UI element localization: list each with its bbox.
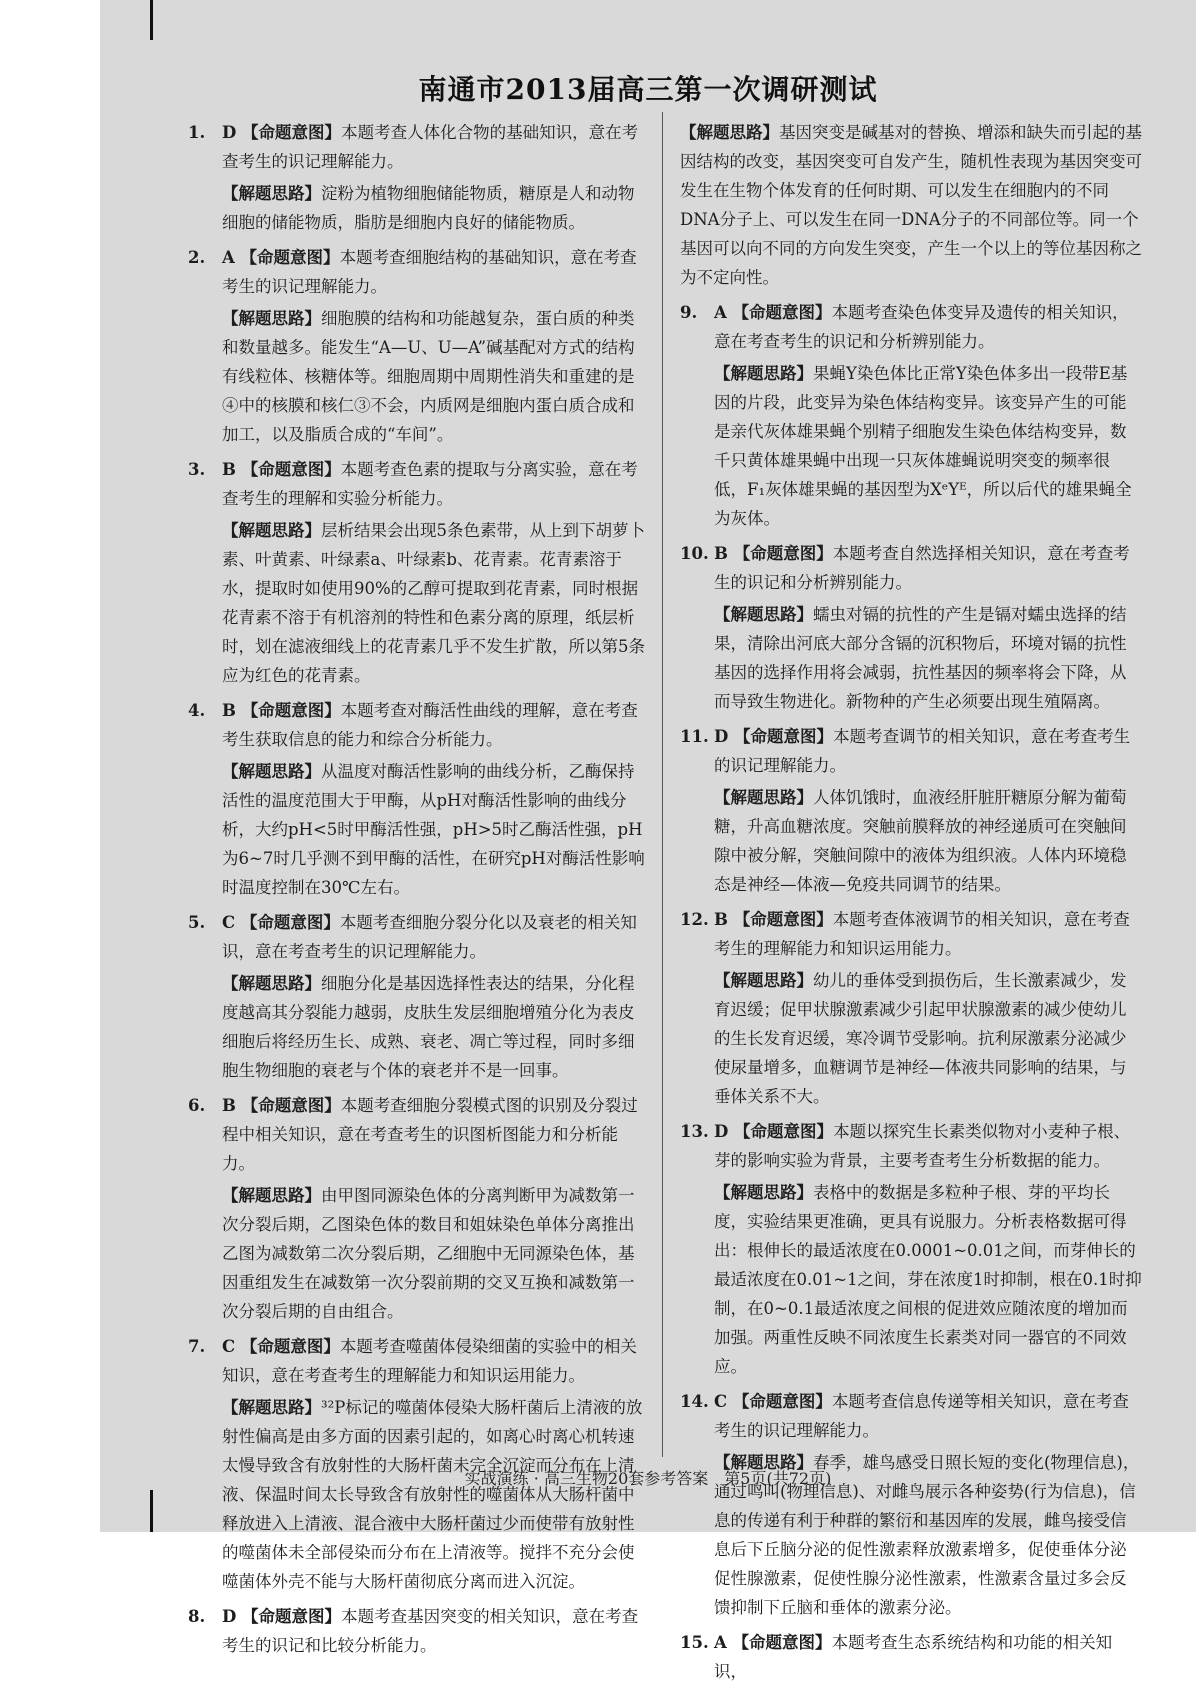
corner-mark xyxy=(150,0,153,40)
question-number: 11. xyxy=(680,727,709,746)
question-header xyxy=(680,905,1142,963)
approach-tag: 【解题思路】 xyxy=(714,364,813,383)
question-header xyxy=(680,1628,1142,1686)
answer-letter: D xyxy=(222,123,237,142)
question-number: 7. xyxy=(188,1337,206,1356)
intent-tag: 【命题意图】 xyxy=(727,544,833,563)
solution-paragraph xyxy=(680,783,1142,899)
answer-letter: C xyxy=(222,913,236,932)
solution-paragraph xyxy=(680,966,1142,1111)
answer-letter: C xyxy=(714,1392,728,1411)
question-header xyxy=(188,1602,650,1660)
intent-text: 本题考查信息传递等相关知识，意在考查考生的识记理解能力。 xyxy=(714,1392,1129,1440)
question-number: 12. xyxy=(680,910,709,929)
solution-paragraph xyxy=(188,1181,650,1326)
question-header xyxy=(188,908,650,966)
answer-letter: A xyxy=(714,1633,727,1652)
question-number: 3. xyxy=(188,460,206,479)
answer-letter: A xyxy=(714,303,727,322)
approach-tag: 【解题思路】 xyxy=(222,1186,321,1205)
intent-text: 本题考查细胞分裂模式图的识别及分裂过程中相关知识，意在考查考生的识图析图能力和分析能力。 xyxy=(222,1096,638,1173)
approach-text: 由甲图同源染色体的分离判断甲为减数第一次分裂后期，乙图染色体的数目和姐妹染色单体分离推出乙图为减数第二次分裂后期，乙细胞中无同源染色体，基因重组发生在减数第一次分裂前期的交叉互换和减数第一次分裂后期的自由组合。 xyxy=(222,1186,635,1321)
intent-tag: 【命题意图】 xyxy=(234,248,340,267)
question-number: 2. xyxy=(188,248,206,267)
question-number: 14. xyxy=(680,1392,709,1411)
corner-mark xyxy=(150,1490,153,1532)
answer-letter: D xyxy=(222,1607,237,1626)
right-column xyxy=(680,118,1142,1689)
intent-text: 本题考查染色体变异及遗传的相关知识，意在考查考生的识记和分析辨别能力。 xyxy=(714,303,1129,351)
question-header xyxy=(680,539,1142,597)
page-footer: 实战演练 · 高三生物20套参考答案 第5页(共72页) xyxy=(464,1469,832,1488)
intent-tag: 【命题意图】 xyxy=(728,727,834,746)
intent-tag: 【命题意图】 xyxy=(235,701,341,720)
approach-text: 蠕虫对镉的抗性的产生是镉对蠕虫选择的结果，清除出河底大部分含镉的沉积物后，环境对镉的抗性基因的选择作用将会减弱，抗性基因的频率将会下降，从而导致生物进化。新物种的产生必须要出现生殖隔离。 xyxy=(714,605,1127,711)
answer-letter: B xyxy=(714,544,728,563)
intent-tag: 【命题意图】 xyxy=(235,1337,340,1356)
intent-text: 本题考查对酶活性曲线的理解，意在考查考生获取信息的能力和综合分析能力。 xyxy=(222,701,638,749)
question-number: 6. xyxy=(188,1096,206,1115)
answer-letter: B xyxy=(222,1096,236,1115)
approach-text: 层析结果会出现5条色素带，从上到下胡萝卜素、叶黄素、叶绿素a、叶绿素b、花青素。花青素溶于水，提取时如使用90%的乙醇可提取到花青素，同时根据花青素不溶于有机溶剂的特性和色素分离的原理，纸层析时，划在滤液细线上的花青素几乎不发生扩散，所以第5条应为红色的花青素。 xyxy=(222,521,645,685)
intent-tag: 【命题意图】 xyxy=(726,303,832,322)
intent-text: 本题考查调节的相关知识，意在考查考生的识记理解能力。 xyxy=(714,727,1131,775)
approach-tag: 【解题思路】 xyxy=(222,521,321,540)
solution-paragraph xyxy=(188,516,650,690)
intent-tag: 【命题意图】 xyxy=(235,913,340,932)
intent-tag: 【命题意图】 xyxy=(727,910,833,929)
approach-tag: 【解题思路】 xyxy=(222,309,321,328)
solution-paragraph xyxy=(188,757,650,902)
approach-text: 细胞分化是基因选择性表达的结果，分化程度越高其分裂能力越弱，皮肤生发层细胞增殖分化为表皮细胞后将经历生长、成熟、衰老、凋亡等过程，同时多细胞生物细胞的衰老与个体的衰老并不是一回事。 xyxy=(222,974,635,1080)
question-number: 4. xyxy=(188,701,206,720)
question-header xyxy=(188,118,650,176)
question-header xyxy=(680,1387,1142,1445)
answer-letter: B xyxy=(714,910,728,929)
solution-paragraph xyxy=(680,600,1142,716)
question-number: 5. xyxy=(188,913,206,932)
approach-tag: 【解题思路】 xyxy=(714,605,813,624)
answer-letter: C xyxy=(222,1337,236,1356)
intent-text: 本题考查色素的提取与分离实验，意在考查考生的理解和实验分析能力。 xyxy=(222,460,638,508)
approach-tag: 【解题思路】 xyxy=(680,123,779,142)
solution-paragraph xyxy=(188,179,650,237)
question-header xyxy=(188,1332,650,1390)
approach-text: 果蝇Y染色体比正常Y染色体多出一段带E基因的片段，此变异为染色体结构变异。该变异产生的可能是亲代灰体雄果蝇个别精子细胞发生染色体结构变异，数千只黄体雄果蝇中出现一只灰体雄蝇说明突变的频率很低，F₁灰体雄果蝇的基因型为XᵉYᴱ，所以后代的雄果蝇全为灰体。 xyxy=(714,364,1132,528)
question-number: 9. xyxy=(680,303,698,322)
answer-letter: D xyxy=(714,727,729,746)
approach-tag: 【解题思路】 xyxy=(222,974,321,993)
approach-text: 人体饥饿时，血液经肝脏肝糖原分解为葡萄糖，升高血糖浓度。突触前膜释放的神经递质可在突触间隙中被分解，突触间隙中的液体为组织液。人体内环境稳态是神经—体液—免疫共同调节的结果。 xyxy=(714,788,1127,894)
solution-paragraph xyxy=(680,1178,1142,1381)
intent-text: 本题以探究生长素类似物对小麦种子根、芽的影响实验为背景，主要考查考生分析数据的能力。 xyxy=(714,1122,1131,1170)
column-divider xyxy=(662,112,663,1457)
intent-text: 本题考查基因突变的相关知识，意在考查考生的识记和比较分析能力。 xyxy=(222,1607,639,1655)
intent-text: 本题考查体液调节的相关知识，意在考查考生的理解能力和知识运用能力。 xyxy=(714,910,1130,958)
intent-tag: 【命题意图】 xyxy=(726,1633,832,1652)
intent-tag: 【命题意图】 xyxy=(235,1096,341,1115)
question-header xyxy=(188,455,650,513)
question-number: 15. xyxy=(680,1633,709,1652)
approach-text: 幼儿的垂体受到损伤后，生长激素减少，发育迟缓；促甲状腺激素减少引起甲状腺激素的减少使幼儿的生长发育迟缓，寒冷调节受影响。抗利尿激素分泌减少使尿量增多，血糖调节是神经—体液共同影响的结果，与垂体关系不大。 xyxy=(714,971,1127,1106)
intent-text: 本题考查噬菌体侵染细菌的实验中的相关知识，意在考查考生的理解能力和知识运用能力。 xyxy=(222,1337,637,1385)
approach-tag: 【解题思路】 xyxy=(714,1183,813,1202)
solution-paragraph xyxy=(188,969,650,1085)
answer-letter: B xyxy=(222,460,236,479)
answer-letter: A xyxy=(222,248,235,267)
approach-tag: 【解题思路】 xyxy=(222,184,321,203)
approach-tag: 【解题思路】 xyxy=(714,1453,813,1472)
question-header xyxy=(188,243,650,301)
solution-paragraph xyxy=(188,304,650,449)
solution-paragraph xyxy=(680,359,1142,533)
intent-tag: 【命题意图】 xyxy=(727,1392,832,1411)
solution-paragraph xyxy=(680,118,1142,292)
answer-letter: D xyxy=(714,1122,729,1141)
question-header xyxy=(188,696,650,754)
question-header xyxy=(680,298,1142,356)
solution-paragraph xyxy=(188,1393,650,1596)
left-column xyxy=(188,118,650,1663)
approach-text: 基因突变是碱基对的替换、增添和缺失而引起的基因结构的改变，基因突变可自发产生，随机性表现为基因突变可发生在生物个体发育的任何时期、可以发生在细胞内的不同DNA分子上、可以发生在同一DNA分子的不同部位等。同一个基因可以向不同的方向发生突变，产生一个以上的等位基因称之为不定向性。 xyxy=(680,123,1142,287)
intent-text: 本题考查生态系统结构和功能的相关知识， xyxy=(714,1633,1113,1681)
question-header xyxy=(188,1091,650,1178)
intent-text: 本题考查细胞分裂分化以及衰老的相关知识，意在考查考生的识记理解能力。 xyxy=(222,913,637,961)
intent-text: 本题考查人体化合物的基础知识，意在考查考生的识记理解能力。 xyxy=(222,123,639,171)
intent-tag: 【命题意图】 xyxy=(236,1607,342,1626)
page-title: 南通市2013届高三第一次调研测试 xyxy=(418,73,878,106)
question-number: 1. xyxy=(188,123,206,142)
approach-text: 从温度对酶活性影响的曲线分析，乙酶保持活性的温度范围大于甲酶，从pH对酶活性影响的曲线分析，大约pH<5时甲酶活性强，pH>5时乙酶活性强，pH为6~7时几乎测不到甲酶的活性，在研究pH对酶活性影响时温度控制在30℃左右。 xyxy=(222,762,645,897)
intent-text: 本题考查自然选择相关知识，意在考查考生的识记和分析辨别能力。 xyxy=(714,544,1130,592)
question-number: 13. xyxy=(680,1122,709,1141)
intent-tag: 【命题意图】 xyxy=(235,460,341,479)
approach-tag: 【解题思路】 xyxy=(222,1398,321,1417)
intent-text: 本题考查细胞结构的基础知识，意在考查考生的识记理解能力。 xyxy=(222,248,637,296)
question-number: 8. xyxy=(188,1607,206,1626)
question-number: 10. xyxy=(680,544,709,563)
intent-tag: 【命题意图】 xyxy=(236,123,342,142)
approach-text: 表格中的数据是多粒种子根、芽的平均长度，实验结果更准确，更具有说服力。分析表格数据可得出：根伸长的最适浓度在0.0001~0.01之间，而芽伸长的最适浓度在0.01~1之间，芽在浓度1时抑制，根在0.1时抑制，在0~0.1最适浓度之间根的促进效应随浓度的增加而加强。两重性反映不同浓度生长素类对同一器官的不同效应。 xyxy=(714,1183,1142,1376)
approach-text: 细胞膜的结构和功能越复杂，蛋白质的种类和数量越多。能发生“A—U、U—A”碱基配对方式的结构有线粒体、核糖体等。细胞周期中周期性消失和重建的是④中的核膜和核仁③不会，内质网是细胞内蛋白质合成和加工，以及脂质合成的“车间”。 xyxy=(222,309,635,444)
intent-tag: 【命题意图】 xyxy=(728,1122,834,1141)
approach-text: 淀粉为植物细胞储能物质，糖原是人和动物细胞的储能物质，脂肪是细胞内良好的储能物质。 xyxy=(222,184,635,232)
approach-text: ³²P标记的噬菌体侵染大肠杆菌后上清液的放射性偏高是由多方面的因素引起的，如离心时离心机转速太慢导致含有放射性的大肠杆菌未完全沉淀而分布在上清液、保温时间太长导致含有放射性的噬菌体从大肠杆菌中释放进入上清液、混合液中大肠杆菌过少而使带有放射性的噬菌体未全部侵染而分布在上清液等。搅拌不充分会使噬菌体外壳不能与大肠杆菌彻底分离而进入沉淀。 xyxy=(222,1398,643,1591)
answer-letter: B xyxy=(222,701,236,720)
approach-tag: 【解题思路】 xyxy=(714,788,813,807)
question-header xyxy=(680,1117,1142,1175)
approach-tag: 【解题思路】 xyxy=(714,971,813,990)
question-header xyxy=(680,722,1142,780)
approach-tag: 【解题思路】 xyxy=(222,762,321,781)
approach-text: 春季，雄鸟感受日照长短的变化(物理信息)，通过鸣叫(物理信息)、对雌鸟展示各种姿势(行为信息)，信息的传递有利于种群的繁衍和基因库的发展，雌鸟接受信息后下丘脑分泌的促性激素释放激素增多，促使垂体分泌促性腺激素，促使性腺分泌性激素，性激素含量过多会反馈抑制下丘脑和垂体的激素分泌。 xyxy=(714,1453,1140,1617)
